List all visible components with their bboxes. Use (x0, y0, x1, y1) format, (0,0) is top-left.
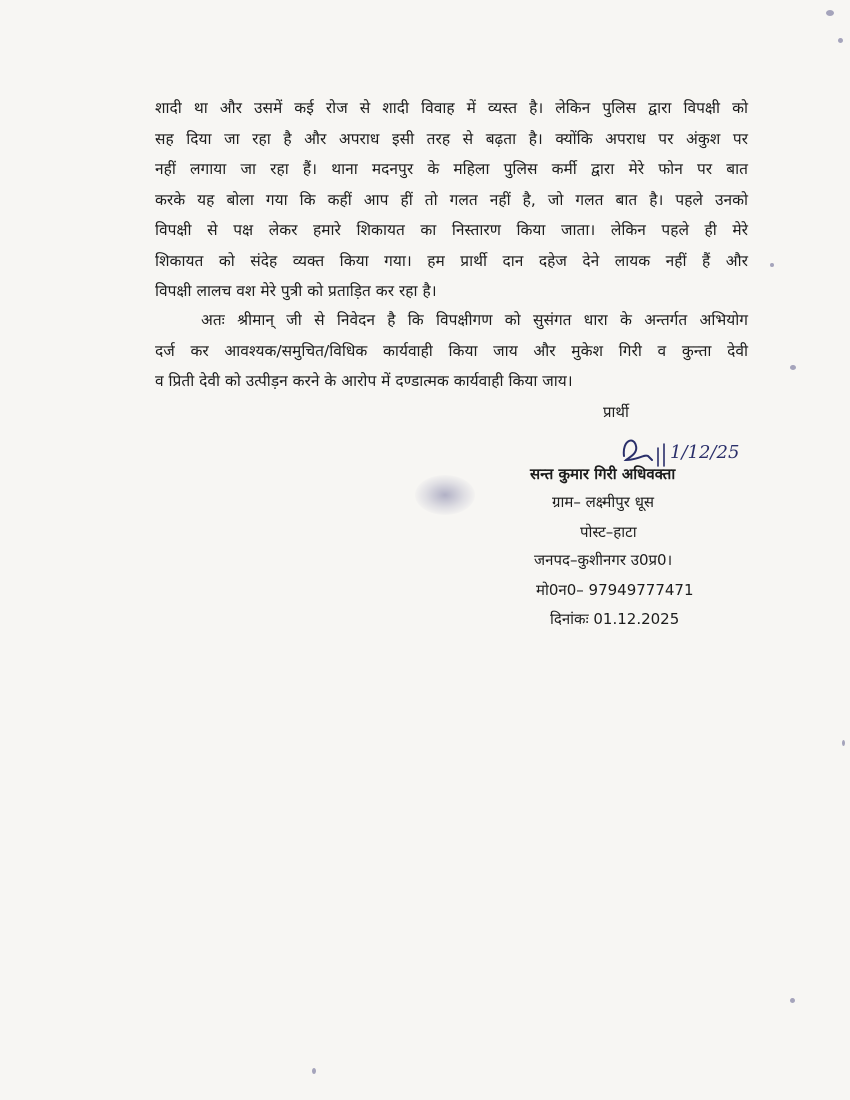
signer-name: सन्त कुमार गिरी अधिवक्ता (530, 465, 676, 483)
ink-speck (838, 38, 843, 43)
address-village: ग्राम– लक्ष्मीपुर धूस (552, 493, 655, 511)
paragraph-line: विपक्षी लालच वश मेरे पुत्री को प्रताड़ित कर रहा है। (155, 282, 437, 300)
ink-speck (790, 365, 796, 370)
paragraph-line: दर्ज कर आवश्यक/समुचित/विधिक कार्यवाही किया जाय और मुकेश गिरी व कुन्ता देवी (155, 341, 748, 360)
paragraph-line: शिकायत को संदेह व्यक्त किया गया। हम प्रार्थी दान दहेज देने लायक नहीं हैं और (155, 251, 748, 270)
paragraph-line: विपक्षी से पक्ष लेकर हमारे शिकायत का निस्तारण किया जाता। लेकिन पहले ही मेरे (155, 221, 748, 239)
mobile-number: मो0न0– 97949777471 (536, 581, 694, 599)
paragraph-line: व प्रिती देवी को उत्पीड़न करने के आरोप में दण्डात्मक कार्यवाही किया जाय। (155, 372, 573, 390)
letter-date: दिनांकः 01.12.2025 (550, 610, 680, 628)
applicant-label: प्रार्थी (603, 403, 629, 421)
paragraph-line: नहीं लगाया जा रहा हैं। थाना मदनपुर के महिला पुलिस कर्मी द्वारा मेरे फोन पर बात (155, 160, 748, 178)
request-paragraph (155, 305, 748, 397)
signature-date: 1/12/25 (670, 442, 740, 463)
address-post: पोस्ट–हाटा (580, 523, 637, 541)
ink-smudge (415, 475, 475, 515)
ink-speck (312, 1068, 316, 1074)
signature-block (520, 400, 820, 640)
paragraph-line: शादी था और उसमें कई रोज से शादी विवाह में व्यस्त है। लेकिन पुलिस द्वारा विपक्षी को (155, 99, 748, 117)
paragraph-line: अतः श्रीमान् जी से निवेदन है कि विपक्षीगण को सुसंगत धारा के अन्तर्गत अभियोग (201, 311, 748, 329)
ink-speck (770, 263, 774, 267)
address-district: जनपद–कुशीनगर उ0प्र0। (534, 551, 673, 569)
paragraph-line: करके यह बोला गया कि कहीं आप हीं तो गलत नहीं है, जो गलत बात है। पहले उनको (155, 190, 748, 209)
complaint-paragraph (155, 93, 748, 307)
ink-speck (842, 740, 845, 746)
ink-speck (826, 10, 834, 16)
paragraph-line: सह दिया जा रहा है और अपराध इसी तरह से बढ़ता है। क्योंकि अपराध पर अंकुश पर (155, 129, 748, 148)
ink-speck (790, 998, 795, 1003)
